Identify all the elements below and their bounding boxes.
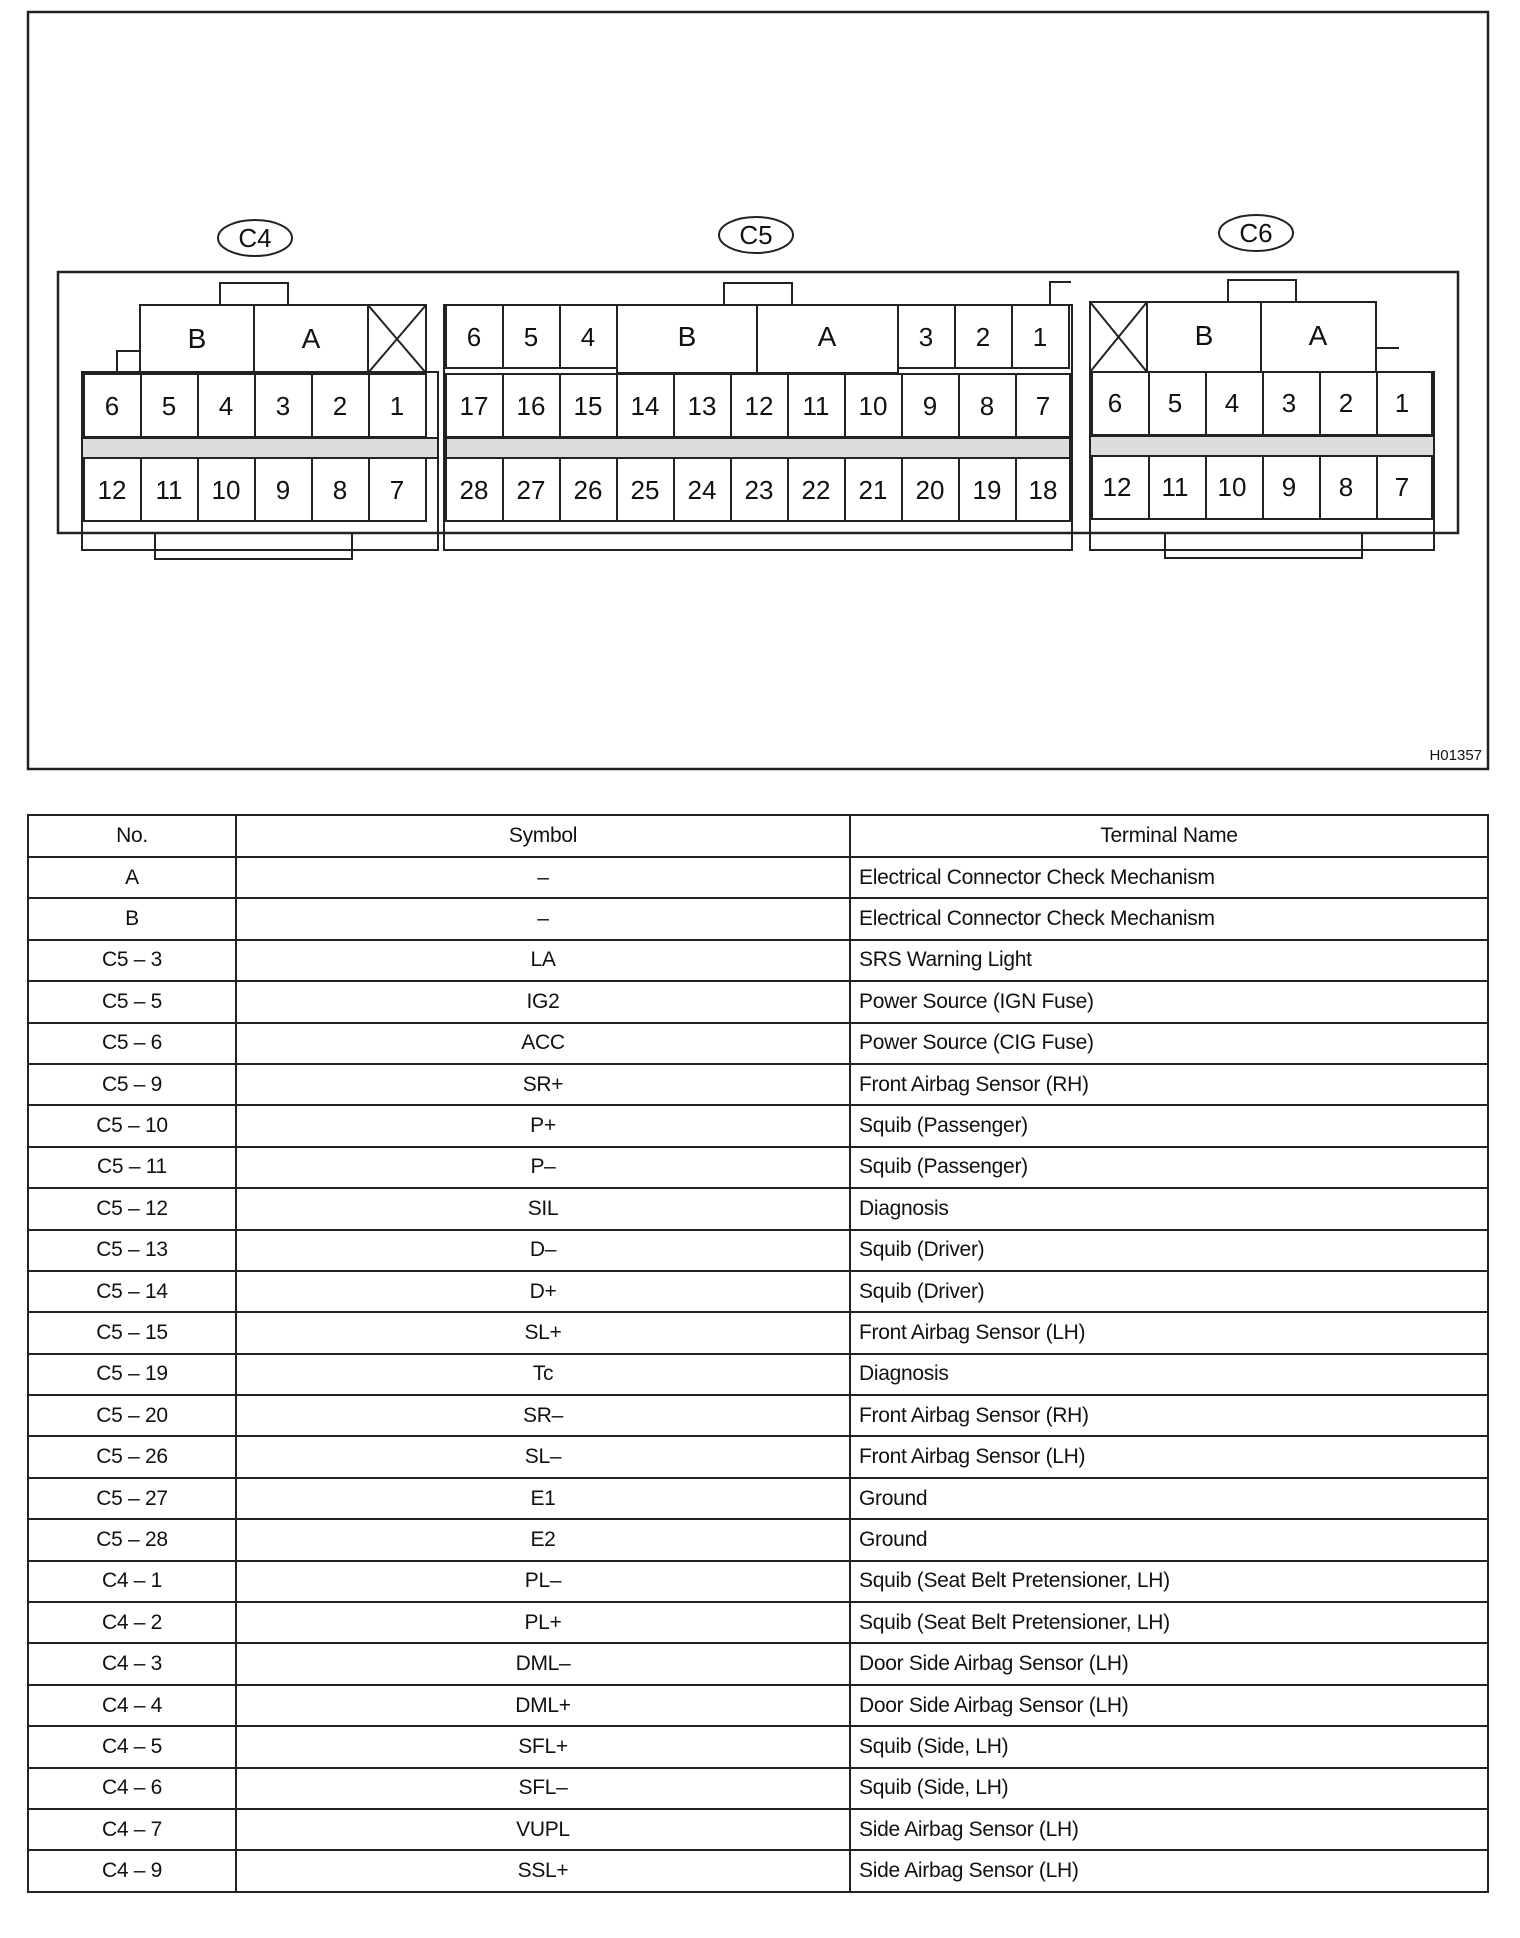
cell-terminal-name: Diagnosis: [850, 1188, 1488, 1229]
cell-no: C5 – 9: [28, 1064, 236, 1105]
c6-pin-12: 12: [1102, 472, 1132, 502]
figure-id: H01357: [1429, 747, 1482, 764]
c5-pin-25: 25: [630, 475, 660, 505]
c6-pin-2: 2: [1338, 388, 1354, 418]
c6-pin-4: 4: [1224, 388, 1240, 418]
cell-symbol: P+: [236, 1105, 850, 1146]
cell-terminal-name: Ground: [850, 1519, 1488, 1560]
c4-pin-8: 8: [332, 475, 348, 505]
c6-label-a: A: [1308, 320, 1328, 351]
cell-no: C5 – 28: [28, 1519, 236, 1560]
svg-text:C4: C4: [238, 223, 272, 253]
cell-no: C5 – 27: [28, 1478, 236, 1519]
cell-symbol: P–: [236, 1147, 850, 1188]
c4-pin-1: 1: [389, 391, 405, 421]
c4-row2: [84, 458, 426, 521]
c5-pin-28: 28: [459, 475, 489, 505]
c6-label-b: B: [1194, 320, 1214, 351]
cell-no: C5 – 11: [28, 1147, 236, 1188]
c5-pin-2: 2: [975, 322, 991, 352]
cell-symbol: DML+: [236, 1685, 850, 1726]
cell-no: B: [28, 898, 236, 939]
table-row: [28, 857, 1488, 898]
cell-terminal-name: Power Source (IGN Fuse): [850, 981, 1488, 1022]
c4-pin-7: 7: [389, 475, 405, 505]
table-row: [28, 1312, 1488, 1353]
c4-pin-10: 10: [211, 475, 241, 505]
table-row: [28, 940, 1488, 981]
cell-no: C5 – 6: [28, 1023, 236, 1064]
cell-symbol: SFL–: [236, 1768, 850, 1809]
c5-pin-23: 23: [744, 475, 774, 505]
c5-pin-17: 17: [459, 391, 489, 421]
table-body: [28, 857, 1488, 1892]
header-symbol: Symbol: [236, 815, 850, 857]
c4-pin-3: 3: [275, 391, 291, 421]
table-row: [28, 1685, 1488, 1726]
connector-label-c5: [719, 217, 793, 253]
header-no: No.: [28, 815, 236, 857]
header-terminal-name: Terminal Name: [850, 815, 1488, 857]
cell-no: C5 – 10: [28, 1105, 236, 1146]
table-row: [28, 1561, 1488, 1602]
c5-pin-21: 21: [858, 475, 888, 505]
cell-no: A: [28, 857, 236, 898]
cell-terminal-name: Door Side Airbag Sensor (LH): [850, 1685, 1488, 1726]
c5-pin-26: 26: [573, 475, 603, 505]
table-row: [28, 1271, 1488, 1312]
table-row: [28, 1230, 1488, 1271]
cell-terminal-name: Ground: [850, 1478, 1488, 1519]
cell-terminal-name: Front Airbag Sensor (RH): [850, 1064, 1488, 1105]
cell-symbol: SFL+: [236, 1726, 850, 1767]
c4-pin-9: 9: [275, 475, 291, 505]
cell-symbol: PL+: [236, 1602, 850, 1643]
c5-label-a: A: [817, 321, 837, 352]
c4-pin-4: 4: [218, 391, 234, 421]
c5-pin-5: 5: [523, 322, 539, 352]
cell-symbol: DML–: [236, 1643, 850, 1684]
cell-symbol: –: [236, 857, 850, 898]
c4-pin-11: 11: [155, 475, 183, 505]
cell-terminal-name: Side Airbag Sensor (LH): [850, 1809, 1488, 1850]
cell-no: C4 – 3: [28, 1643, 236, 1684]
c5-pin-18: 18: [1028, 475, 1058, 505]
c4-label-b: B: [187, 323, 207, 354]
cell-terminal-name: Side Airbag Sensor (LH): [850, 1850, 1488, 1891]
cell-no: C4 – 2: [28, 1602, 236, 1643]
c5-pin-4: 4: [580, 322, 596, 352]
c5-pin-12: 12: [744, 391, 774, 421]
cell-terminal-name: Squib (Seat Belt Pretensioner, LH): [850, 1602, 1488, 1643]
cell-symbol: SIL: [236, 1188, 850, 1229]
cell-symbol: PL–: [236, 1561, 850, 1602]
c5-pin-16: 16: [516, 391, 546, 421]
cell-symbol: D–: [236, 1230, 850, 1271]
c4-pin-12: 12: [97, 475, 127, 505]
cell-no: C4 – 4: [28, 1685, 236, 1726]
cell-no: C5 – 13: [28, 1230, 236, 1271]
cell-symbol: D+: [236, 1271, 850, 1312]
c5-pin-10: 10: [858, 391, 888, 421]
cell-terminal-name: Front Airbag Sensor (RH): [850, 1395, 1488, 1436]
c4-pin-2: 2: [332, 391, 348, 421]
c6-pin-6: 6: [1107, 388, 1123, 418]
table-row: [28, 1768, 1488, 1809]
cell-terminal-name: Squib (Driver): [850, 1271, 1488, 1312]
table-row: [28, 1188, 1488, 1229]
table-row: [28, 1354, 1488, 1395]
cell-symbol: IG2: [236, 981, 850, 1022]
cell-no: C4 – 5: [28, 1726, 236, 1767]
cell-symbol: Tc: [236, 1354, 850, 1395]
table-row: [28, 1478, 1488, 1519]
c5-label-b: B: [677, 321, 697, 352]
cell-no: C5 – 15: [28, 1312, 236, 1353]
c5-pin-7: 7: [1035, 391, 1051, 421]
cell-terminal-name: Front Airbag Sensor (LH): [850, 1312, 1488, 1353]
cell-symbol: SL+: [236, 1312, 850, 1353]
cell-no: C5 – 3: [28, 940, 236, 981]
cell-terminal-name: Squib (Passenger): [850, 1105, 1488, 1146]
cell-no: C4 – 1: [28, 1561, 236, 1602]
c5-pin-8: 8: [979, 391, 995, 421]
c5-pin-27: 27: [516, 475, 546, 505]
c5-pin-1: 1: [1032, 322, 1048, 352]
c5-pin-9: 9: [922, 391, 938, 421]
table-row: [28, 1064, 1488, 1105]
cell-symbol: SSL+: [236, 1850, 850, 1891]
cell-terminal-name: Electrical Connector Check Mechanism: [850, 857, 1488, 898]
terminal-table: [27, 814, 1489, 1893]
cell-symbol: –: [236, 898, 850, 939]
cell-symbol: SR+: [236, 1064, 850, 1105]
cell-terminal-name: Squib (Passenger): [850, 1147, 1488, 1188]
table-row: [28, 981, 1488, 1022]
c5-pin-14: 14: [630, 391, 660, 421]
cell-symbol: LA: [236, 940, 850, 981]
c6-row2: [1092, 456, 1432, 519]
table-row: [28, 1850, 1488, 1891]
c6-pin-7: 7: [1394, 472, 1410, 502]
cell-no: C5 – 20: [28, 1395, 236, 1436]
cell-terminal-name: Door Side Airbag Sensor (LH): [850, 1643, 1488, 1684]
cell-terminal-name: Squib (Driver): [850, 1230, 1488, 1271]
cell-symbol: VUPL: [236, 1809, 850, 1850]
cell-no: C5 – 5: [28, 981, 236, 1022]
cell-symbol: SL–: [236, 1436, 850, 1477]
c5-pin-22: 22: [801, 475, 831, 505]
c6-pin-5: 5: [1167, 388, 1183, 418]
table-row: [28, 1809, 1488, 1850]
cell-no: C5 – 26: [28, 1436, 236, 1477]
c5-pin-6: 6: [466, 322, 482, 352]
connector-label-c4: [218, 220, 292, 256]
connector-label-c6: [1219, 215, 1293, 251]
c6-pin-3: 3: [1281, 388, 1297, 418]
cell-no: C5 – 14: [28, 1271, 236, 1312]
c6-pin-9: 9: [1281, 472, 1297, 502]
cell-no: C4 – 9: [28, 1850, 236, 1891]
svg-text:C6: C6: [1239, 218, 1273, 248]
c5-pin-11: 11: [802, 391, 830, 421]
c5-pin-24: 24: [687, 475, 717, 505]
c6-pin-10: 10: [1217, 472, 1247, 502]
cell-terminal-name: Front Airbag Sensor (LH): [850, 1436, 1488, 1477]
c5-pin-20: 20: [915, 475, 945, 505]
c5-pin-19: 19: [972, 475, 1002, 505]
cell-terminal-name: Squib (Side, LH): [850, 1726, 1488, 1767]
table-row: [28, 898, 1488, 939]
c4-pin-5: 5: [161, 391, 177, 421]
cell-no: C5 – 19: [28, 1354, 236, 1395]
cell-terminal-name: Power Source (CIG Fuse): [850, 1023, 1488, 1064]
cell-terminal-name: SRS Warning Light: [850, 940, 1488, 981]
table-row: [28, 1436, 1488, 1477]
table-row: [28, 1395, 1488, 1436]
c4-pin-6: 6: [104, 391, 120, 421]
c5-pin-13: 13: [687, 391, 717, 421]
cell-no: C4 – 7: [28, 1809, 236, 1850]
table-row: [28, 1643, 1488, 1684]
table-row: [28, 1023, 1488, 1064]
c6-pin-11: 11: [1161, 472, 1189, 502]
c6-row1: [1092, 372, 1432, 435]
cell-no: C5 – 12: [28, 1188, 236, 1229]
c5-pin-15: 15: [573, 391, 603, 421]
table-row: [28, 1726, 1488, 1767]
table-header-row: [28, 815, 1488, 857]
cell-symbol: E1: [236, 1478, 850, 1519]
c4-row1: [84, 374, 426, 437]
cell-no: C4 – 6: [28, 1768, 236, 1809]
cell-terminal-name: Diagnosis: [850, 1354, 1488, 1395]
cell-symbol: E2: [236, 1519, 850, 1560]
connector-diagram: [0, 0, 1520, 780]
connector-c4: [82, 283, 438, 559]
table-row: [28, 1602, 1488, 1643]
cell-symbol: ACC: [236, 1023, 850, 1064]
c6-pin-8: 8: [1338, 472, 1354, 502]
c5-pin-3: 3: [918, 322, 934, 352]
svg-text:C5: C5: [739, 220, 773, 250]
c6-pin-1: 1: [1394, 388, 1410, 418]
table-row: [28, 1147, 1488, 1188]
cell-terminal-name: Squib (Side, LH): [850, 1768, 1488, 1809]
c4-label-a: A: [301, 323, 321, 354]
table-row: [28, 1519, 1488, 1560]
cell-terminal-name: Squib (Seat Belt Pretensioner, LH): [850, 1561, 1488, 1602]
cell-terminal-name: Electrical Connector Check Mechanism: [850, 898, 1488, 939]
table-row: [28, 1105, 1488, 1146]
cell-symbol: SR–: [236, 1395, 850, 1436]
